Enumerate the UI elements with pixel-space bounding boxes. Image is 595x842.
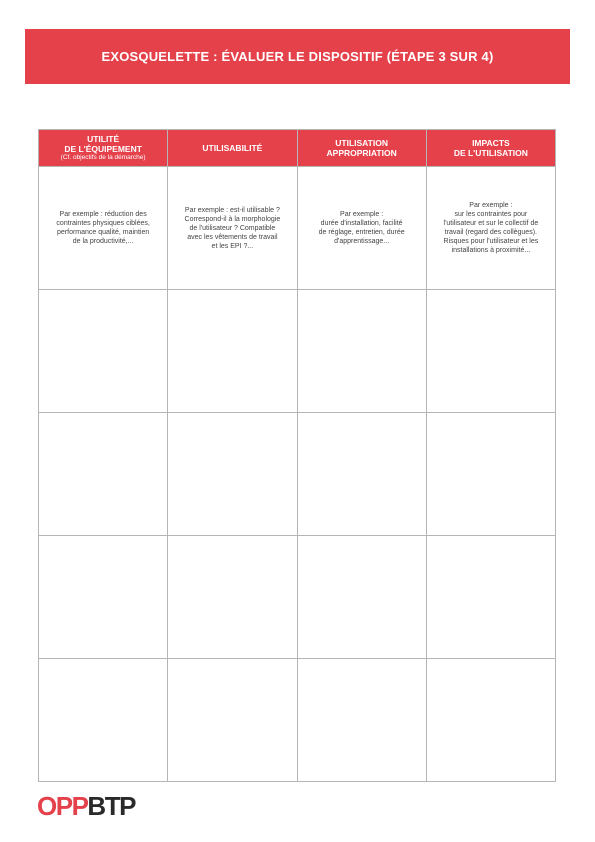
entry-row — [39, 536, 556, 659]
logo-text-opp: OPP — [37, 791, 88, 821]
example-cell-utilisation — [297, 167, 426, 290]
col-header-line: IMPACTS — [472, 138, 510, 148]
col-header-impacts — [426, 130, 555, 167]
logo-text-btp: BTP — [87, 791, 135, 821]
example-row — [39, 167, 556, 290]
example-line: durée d'installation, facilité — [320, 220, 403, 227]
col-header-utilite — [39, 130, 168, 167]
entry-cell[interactable] — [297, 290, 426, 413]
col-header-utilisation — [297, 130, 426, 167]
example-line: Par exemple : réduction des — [59, 211, 147, 218]
col-header-line: UTILITÉ — [87, 134, 120, 144]
example-line: Par exemple : — [469, 202, 513, 209]
entry-cell[interactable] — [168, 290, 297, 413]
header-row — [39, 130, 556, 167]
example-line: travail (regard des collègues). — [444, 229, 537, 236]
col-header-line: APPROPRIATION — [326, 148, 397, 158]
example-line: d'apprentissage... — [334, 238, 390, 245]
entry-cell[interactable] — [168, 413, 297, 536]
example-cell-utilisabilite — [168, 167, 297, 290]
col-header-utilisabilite — [168, 130, 297, 167]
example-line: installations à proximité... — [451, 247, 531, 254]
example-line: l'utilisateur et sur le collectif de — [443, 220, 539, 227]
entry-cell[interactable] — [39, 290, 168, 413]
entry-cell[interactable] — [426, 290, 555, 413]
entry-cell[interactable] — [168, 659, 297, 782]
example-line: Risques pour l'utilisateur et les — [443, 238, 539, 245]
title-banner — [25, 29, 570, 84]
page-title: EXOSQUELETTE : ÉVALUER LE DISPOSITIF (ÉTAPE 3 SUR 4) — [101, 49, 494, 64]
entry-cell[interactable] — [168, 536, 297, 659]
entry-cell[interactable] — [297, 536, 426, 659]
col-header-note: (Cf. objectifs de la démarche) — [60, 154, 146, 161]
col-header-line: DE L'UTILISATION — [453, 148, 528, 158]
example-line: de réglage, entretien, durée — [318, 229, 405, 236]
entry-row — [39, 290, 556, 413]
entry-cell[interactable] — [39, 659, 168, 782]
entry-row — [39, 659, 556, 782]
entry-cell[interactable] — [297, 413, 426, 536]
example-line: et les EPI ?... — [211, 242, 254, 250]
entry-cell[interactable] — [297, 659, 426, 782]
example-line: sur les contraintes pour — [454, 211, 528, 218]
example-cell-utilite — [39, 167, 168, 290]
example-line: Par exemple : est-il utilisable ? — [184, 206, 280, 214]
col-header-line: DE L'ÉQUIPEMENT — [64, 144, 142, 154]
example-line: avec les vêtements de travail — [187, 233, 278, 241]
entry-cell[interactable] — [426, 536, 555, 659]
entry-cell[interactable] — [426, 659, 555, 782]
example-line: contraintes physiques ciblées, — [56, 220, 150, 227]
col-header-line: UTILISABILITÉ — [202, 143, 263, 153]
example-line: de l'utilisateur ? Compatible — [189, 224, 276, 232]
col-header-line: UTILISATION — [335, 138, 388, 148]
example-line: Par exemple : — [340, 211, 384, 218]
entry-cell[interactable] — [426, 413, 555, 536]
entry-cell[interactable] — [39, 536, 168, 659]
example-line: Correspond-il à la morphologie — [184, 215, 281, 223]
entry-row — [39, 413, 556, 536]
example-cell-impacts — [426, 167, 555, 290]
evaluation-table — [38, 129, 556, 782]
entry-cell[interactable] — [39, 413, 168, 536]
oppbtp-logo — [37, 791, 135, 821]
example-line: performance qualité, maintien — [57, 229, 150, 236]
example-line: de la productivité,... — [72, 238, 134, 245]
